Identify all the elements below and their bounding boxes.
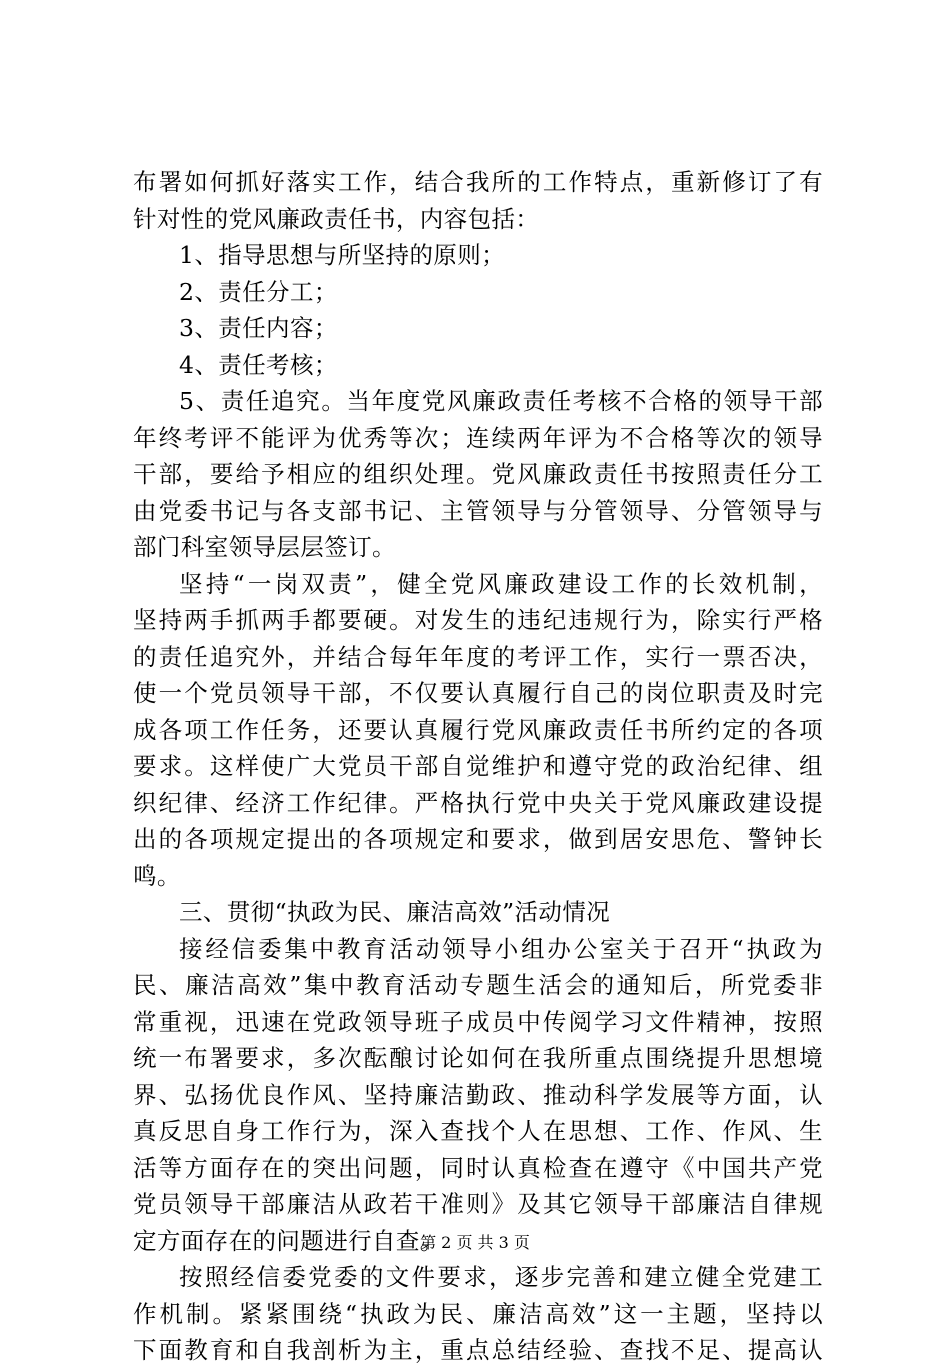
text-line: 使一个党员领导干部，不仅要认真履行自己的岗位职责及时完 [133,679,823,707]
text-line: 2、责任分工； [179,277,338,306]
text-line: 出的各项规定提出的各项规定和要求，做到居安思危、警钟长 [133,825,823,853]
text-line: 统一布署要求，多次酝酿讨论如何在我所重点围绕提升思想境 [133,1044,823,1072]
text-line: 5、责任追究。当年度党风廉政责任考核不合格的领导干部 [179,387,823,415]
text-line: 接经信委集中教育活动领导小组办公室关于召开“执政为 [179,934,823,963]
text-line: 4、责任考核； [179,350,338,379]
text-line: 1、指导思想与所坚持的原则； [179,241,506,269]
text-line: 三、贯彻“执政为民、廉洁高效”活动情况 [179,898,611,926]
text-line: 针对性的党风廉政责任书，内容包括： [133,204,540,233]
text-line: 的责任追究外，并结合每年年度的考评工作，实行一票否决， [133,642,823,671]
text-line: 常重视，迅速在党政领导班子成员中传阅学习文件精神，按照 [133,1007,823,1036]
text-line: 要求。这样使广大党员干部自觉维护和遵守党的政治纪律、组 [133,752,823,780]
text-line: 由党委书记与各支部书记、主管领导与分管领导、分管领导与 [133,496,823,525]
text-line: 年终考评不能评为优秀等次；连续两年评为不合格等次的领导 [133,423,823,452]
text-line: 民、廉洁高效”集中教育活动专题生活会的通知后，所党委非 [133,971,823,999]
text-line: 党员领导干部廉洁从政若干准则》及其它领导干部廉洁自律规 [133,1190,823,1218]
text-line: 3、责任内容； [179,314,338,342]
text-line: 作机制。紧紧围绕“执政为民、廉洁高效”这一主题，坚持以 [133,1299,823,1328]
text-line: 真反思自身工作行为，深入查找个人在思想、工作、作风、生 [133,1117,823,1145]
text-line: 按照经信委党委的文件要求，逐步完善和建立健全党建工 [179,1263,823,1291]
text-line: 下面教育和自我剖析为主，重点总结经验、查找不足、提高认 [133,1336,823,1364]
text-line: 布署如何抓好落实工作，结合我所的工作特点，重新修订了有 [133,168,823,196]
text-line: 织纪律、经济工作纪律。严格执行党中央关于党风廉政建设提 [133,788,823,817]
text-line: 界、弘扬优良作风、坚持廉洁勤政、推动科学发展等方面，认 [133,1080,823,1109]
text-line: 活等方面存在的突出问题，同时认真检查在遵守《中国共产党 [133,1153,823,1182]
text-line: 鸣。 [133,861,181,890]
page-footer: 第 2 页 共 3 页 [420,1233,530,1252]
text-line: 成各项工作任务，还要认真履行党风廉政责任书所约定的各项 [133,715,823,744]
text-line: 部门科室领导层层签订。 [133,533,396,561]
text-line: 干部，要给予相应的组织处理。党风廉政责任书按照责任分工 [133,460,823,488]
text-line: 坚持两手抓两手都要硬。对发生的违纪违规行为，除实行严格 [133,606,823,634]
document-body [133,164,823,1369]
text-line: 定方面存在的问题进行自查。 [133,1226,444,1255]
text-line: 坚持“一岗双责”，健全党风廉政建设工作的长效机制， [179,569,823,598]
